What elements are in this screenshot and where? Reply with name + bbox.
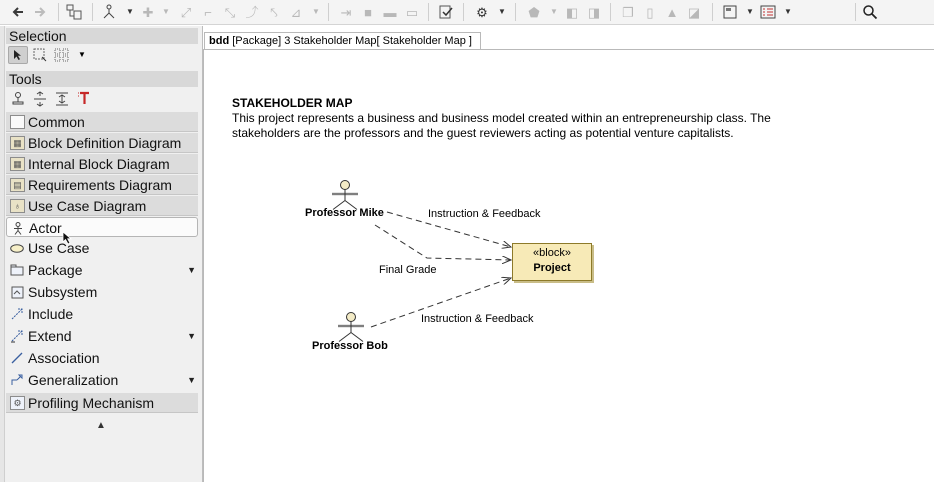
split-tool[interactable] bbox=[32, 91, 48, 107]
stamp-icon bbox=[10, 91, 26, 107]
actor-name: Professor Bob bbox=[312, 340, 388, 352]
diagram-palette bbox=[0, 26, 203, 482]
clipboard-icon[interactable] bbox=[438, 4, 454, 20]
palette-item-association[interactable]: Association bbox=[6, 348, 198, 368]
palette-item-use-case[interactable]: Use Case bbox=[6, 238, 198, 258]
insert-space-icon bbox=[54, 91, 70, 107]
note-title[interactable]: STAKEHOLDER MAP bbox=[232, 96, 353, 110]
actor-name: Professor Mike bbox=[305, 207, 384, 219]
palette-item-package[interactable]: Package ▼ bbox=[6, 260, 198, 280]
palette-item-actor[interactable]: Actor bbox=[6, 217, 198, 237]
group-block-definition-diagram[interactable]: ▦ Block Definition Diagram bbox=[6, 133, 198, 153]
settings-dropdown-icon[interactable]: ▼ bbox=[498, 7, 506, 16]
stamp-tool[interactable] bbox=[10, 91, 26, 107]
split-icon bbox=[32, 91, 48, 107]
group-icon: ◪ bbox=[687, 4, 701, 20]
palette-scrollbar[interactable] bbox=[0, 26, 5, 482]
marquee-icon bbox=[33, 48, 47, 62]
association-icon bbox=[10, 351, 24, 365]
requirements-icon: ▤ bbox=[10, 178, 25, 192]
list-icon[interactable] bbox=[760, 4, 776, 20]
generalization-icon bbox=[10, 373, 24, 387]
diagram-editor bbox=[203, 26, 934, 482]
selection-more-dropdown-icon[interactable]: ▼ bbox=[78, 50, 86, 59]
settings-icon[interactable]: ⚙ bbox=[476, 4, 488, 20]
edge-label: Instruction & Feedback bbox=[428, 208, 541, 220]
layout-dropdown-icon[interactable]: ▼ bbox=[126, 7, 134, 16]
edge-label: Final Grade bbox=[379, 264, 437, 276]
lasso-select-tool[interactable] bbox=[54, 47, 70, 63]
actor-icon bbox=[11, 221, 25, 235]
group-internal-block-diagram[interactable]: ▦ Internal Block Diagram bbox=[6, 154, 198, 174]
block-project[interactable] bbox=[512, 243, 592, 281]
diagram-icon[interactable] bbox=[722, 4, 738, 20]
palette-item-subsystem[interactable]: Subsystem bbox=[6, 282, 198, 302]
main-toolbar bbox=[0, 0, 934, 25]
text-tool-icon[interactable] bbox=[76, 90, 92, 106]
forward-arrow-icon[interactable] bbox=[32, 4, 48, 20]
copy-icon: ❐ bbox=[622, 4, 634, 20]
insert-icon: ✚ bbox=[142, 4, 154, 20]
marquee-select-tool[interactable] bbox=[32, 47, 48, 63]
palette-item-generalization[interactable]: Generalization ▼ bbox=[6, 370, 198, 390]
pointer-icon bbox=[13, 49, 23, 61]
note-line: stakeholders are the professors and the guest reviewers acting as potential venture capitalists. bbox=[232, 126, 734, 140]
paste-icon: ▯ bbox=[646, 4, 654, 20]
fill-icon: ■ bbox=[364, 4, 372, 20]
distribute-icon: ⇥ bbox=[340, 4, 352, 20]
route-icon: ⤣ bbox=[270, 4, 278, 20]
note-line: This project represents a business and business model created within an entrepreneurship class. The bbox=[232, 111, 771, 125]
align-dropdown-icon: ▼ bbox=[312, 7, 320, 16]
profiling-icon: ⚙ bbox=[10, 396, 25, 410]
palette-item-include[interactable]: Include bbox=[6, 304, 198, 324]
list-dropdown-icon[interactable]: ▼ bbox=[784, 7, 792, 16]
block-stereotype: «block» bbox=[533, 247, 571, 259]
align-icon: ⊿ bbox=[290, 4, 302, 20]
pointer-tool[interactable] bbox=[8, 46, 28, 64]
actor-professor-bob[interactable] bbox=[338, 313, 364, 342]
tools-section-header[interactable]: Tools bbox=[6, 71, 198, 87]
package-icon bbox=[10, 263, 24, 277]
shape-icon: ⬟ bbox=[528, 4, 540, 20]
block-name: Project bbox=[533, 262, 571, 274]
display-related-icon: ◨ bbox=[587, 4, 601, 20]
edge-mike-to-project-grade[interactable] bbox=[375, 225, 511, 260]
palette-item-extend[interactable]: Extend ▼ bbox=[6, 326, 198, 346]
diagram-tab-title: [Package] 3 Stakeholder Map[ Stakeholder Map ] bbox=[232, 35, 472, 47]
bdd-icon: ▦ bbox=[10, 136, 25, 150]
oblique-icon: ⤡ bbox=[224, 4, 236, 20]
bezier-icon: ⤴ bbox=[245, 4, 259, 20]
back-arrow-icon[interactable] bbox=[10, 4, 26, 20]
group-requirements-diagram[interactable]: ▤ Requirements Diagram bbox=[6, 175, 198, 195]
extend-icon bbox=[10, 329, 24, 343]
delete-icon: ▲ bbox=[665, 4, 679, 20]
use-case-icon bbox=[10, 241, 24, 255]
containment-tree-icon[interactable] bbox=[66, 4, 82, 20]
search-icon[interactable] bbox=[862, 4, 878, 20]
include-icon bbox=[10, 307, 24, 321]
folder-icon bbox=[10, 115, 25, 129]
actor-professor-mike[interactable] bbox=[332, 181, 358, 210]
selection-section-header[interactable]: Selection bbox=[6, 28, 198, 44]
package-dropdown-icon[interactable]: ▼ bbox=[187, 265, 196, 275]
group-use-case-diagram[interactable]: ♁ Use Case Diagram bbox=[6, 196, 198, 216]
rectilinear-icon: ⌐ bbox=[204, 4, 212, 20]
layout-icon[interactable] bbox=[101, 4, 117, 20]
group-profiling-mechanism[interactable]: ⚙ Profiling Mechanism bbox=[6, 393, 198, 413]
path-style-icon: ⤢ bbox=[180, 4, 192, 20]
line-icon: ▬ bbox=[383, 4, 397, 20]
extend-dropdown-icon[interactable]: ▼ bbox=[187, 331, 196, 341]
insert-dropdown-icon: ▼ bbox=[162, 7, 170, 16]
group-common[interactable]: Common bbox=[6, 112, 198, 132]
shape-dropdown-icon: ▼ bbox=[550, 7, 558, 16]
subsystem-icon bbox=[10, 285, 24, 299]
font-icon: ▭ bbox=[405, 4, 419, 20]
select-related-icon: ◧ bbox=[565, 4, 579, 20]
use-case-diagram-icon: ♁ bbox=[10, 199, 25, 213]
insert-space-tool[interactable] bbox=[54, 91, 70, 107]
generalization-dropdown-icon[interactable]: ▼ bbox=[187, 375, 196, 385]
lasso-icon bbox=[54, 48, 70, 62]
diagram-kind-label: bdd bbox=[209, 35, 230, 47]
ibd-icon: ▦ bbox=[10, 157, 25, 171]
collapse-up-icon[interactable]: ▲ bbox=[96, 420, 106, 431]
edge-label: Instruction & Feedback bbox=[421, 313, 534, 325]
diagram-dropdown-icon[interactable]: ▼ bbox=[746, 7, 754, 16]
